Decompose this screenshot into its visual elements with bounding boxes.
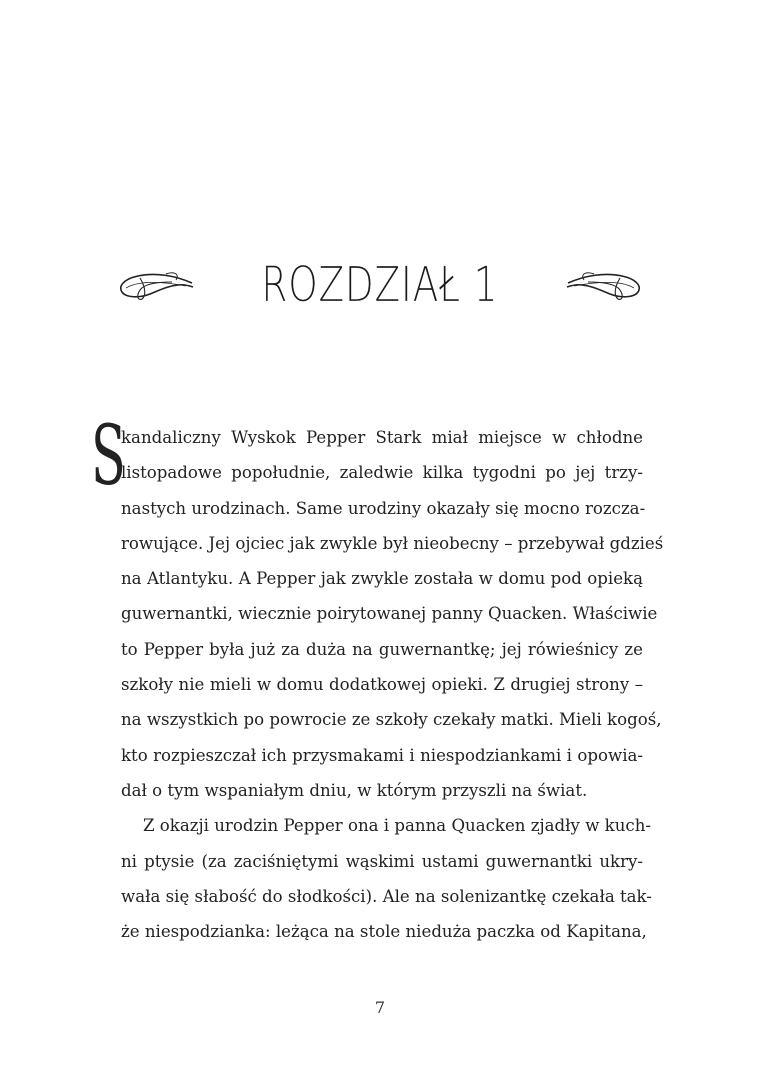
text-line: że niespodzianka: leżąca na stole nieduża paczka od Kapitana, bbox=[121, 922, 647, 942]
flourish-ornament-right-icon bbox=[566, 268, 644, 302]
chapter-heading bbox=[0, 250, 760, 320]
text-line: dał o tym wspaniałym dniu, w którym przyszli na świat. bbox=[121, 780, 588, 800]
text-line: na wszystkich po powrocie ze szkoły czekały matki. Mieli kogoś, bbox=[121, 710, 662, 730]
text-line: na Atlantyku. A Pepper jak zwykle została w domu pod opieką bbox=[121, 569, 643, 589]
page-number: 7 bbox=[374, 998, 386, 1017]
text-line: Z okazji urodzin Pepper ona i panna Quacken zjadły w kuch- bbox=[143, 816, 652, 836]
text-line: kandaliczny Wyskok Pepper Stark miał miejsce w chłodne bbox=[121, 428, 643, 447]
text-line: to Pepper była już za duża na guwernantkę; jej rówieśnicy ze bbox=[121, 639, 643, 659]
text-line: nastych urodzinach. Same urodziny okazały się mocno rozcza- bbox=[121, 498, 646, 518]
text-line: ni ptysie (za zaciśniętymi wąskimi ustami guwernantki ukry- bbox=[121, 851, 643, 871]
text-line: listopadowe popołudnie, zaledwie kilka tygodni po jej trzy- bbox=[121, 463, 643, 483]
text-line: rowujące. Jej ojciec jak zwykle był nieobecny – przebywał gdzieś bbox=[121, 533, 664, 553]
flourish-ornament-left-icon bbox=[116, 268, 194, 302]
chapter-body bbox=[91, 409, 664, 949]
paragraph-1 bbox=[91, 409, 664, 808]
text-line: kto rozpieszczał ich przysmakami i niespodziankami i opowia- bbox=[121, 745, 643, 765]
text-line: wała się słabość do słodkości). Ale na solenizantkę czekała tak- bbox=[121, 886, 652, 906]
text-line: guwernantki, wiecznie poirytowanej panny Quacken. Właściwie bbox=[121, 604, 658, 624]
chapter-title: ROZDZIAŁ 1 bbox=[261, 257, 499, 313]
drop-cap: S bbox=[91, 409, 126, 504]
paragraph-2 bbox=[121, 808, 652, 949]
text-line: szkoły nie mieli w domu dodatkowej opieki. Z drugiej strony – bbox=[121, 675, 643, 695]
